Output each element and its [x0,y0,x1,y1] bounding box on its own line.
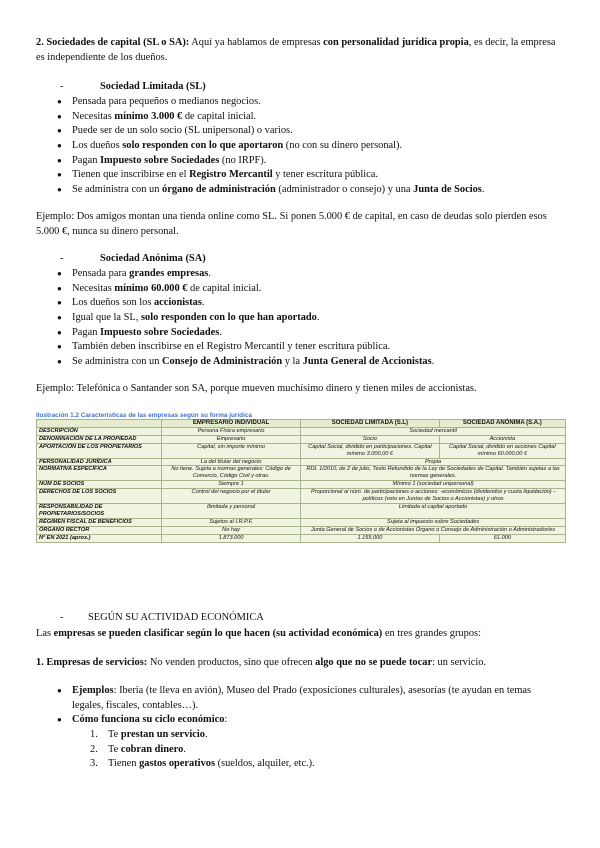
list-item: ● También deben inscribirse en el Registro Mercantil y tener escritura pública. [0,340,560,355]
list-item: ● Necesitas mínimo 3.000 € de capital inicial. [0,110,560,125]
sa-heading: - Sociedad Anónima (SA) [60,253,206,264]
table-row: RESPONSABILIDAD DE PROPIETARIOS/SOCIOS Ilimitada y personal Limitada al capital aportado [37,503,566,518]
sa-example: Ejemplo: Telefónica o Santander son SA, porque mueven muchísimo dinero y tienen miles de accionistas. [36,383,477,394]
list-item: 2. Te cobran dinero. [90,743,186,755]
table-row: DESCRIPCIÓN Persona Física empresario Sociedad mercantil [37,427,566,435]
table-row: DERECHOS DE LOS SOCIOS Control del negocio por el titular Proporcional al núm. de participaciones o acciones: -económicos (dividendos y cuota liquidación) -políticos (voto en Juntas de Socios o Accionistas) y otros [37,489,566,504]
list-item: ● Pensada para pequeños o medianos negocios. [0,95,560,110]
list-item: ● Pagan Impuesto sobre Sociedades. [0,326,560,341]
table-row: NÚM DE SOCIOS Siempre 1 Mínimo 1 (sociedad unipersonal) [37,481,566,489]
list-item: ● Cómo funciona su ciclo económico: [0,713,560,728]
list-item: ● Tienen que inscribirse en el Registro Mercantil y tener escritura pública. [0,168,560,183]
actividad-heading: - SEGÚN SU ACTIVIDAD ECONÓMICA [60,612,264,623]
list-item: ● Pensada para grandes empresas. [0,267,560,282]
sl-list [0,95,560,198]
table-row: Nº EN 2021 (aprox.) 1.873.000 1.155.000 61.000 [37,534,566,542]
ciclo-steps [0,728,560,772]
table-row: APORTACIÓN DE LOS PROPIETARIOS Capital, sin importe mínimo Capital Social, dividido en participaciones. Capital mínimo 3.000,00 € Capital Social, dividido en acciones Capital mínimo 60.000,00 € [37,443,566,458]
list-item: ● Se administra con un Consejo de Administración y la Junta General de Accionistas. [0,355,560,370]
list-item: ● Los dueños son los accionistas. [0,296,560,311]
list-item: 1. Te prestan un servicio. [90,729,208,740]
table-row: DENOMINACIÓN DE LA PROPIEDAD Empresario Socio Accionista [37,435,566,443]
list-item: 3. Tienen gastos operativos (sueldos, alquiler, etc.). [90,758,315,770]
actividad-intro: Las empresas se pueden clasificar según lo que hacen (su actividad económica) en tres grandes grupos: [36,628,481,639]
legal-forms-table [36,419,566,543]
table-header-row: EMPRESARIO INDIVIDUAL SOCIEDAD LIMITADA (S.L) SOCIEDAD ANÓNIMA (S.A.) [37,420,566,428]
sl-example: Ejemplo: Dos amigos montan una tienda online como SL. Si ponen 5.000 € de capital, en caso de deudas solo pierden esos 5.000 €, nunca su dinero personal. [36,211,547,237]
list-item: ● Necesitas mínimo 60.000 € de capital inicial. [0,282,560,297]
sa-list [0,267,560,370]
table-row: NORMATIVA ESPECÍFICA No tiene. Sujeta a normas generales: Código de Comercio, Código Civil y otras. RDL 1/2010, de 2 de julio, Texto Refundido de la Ley de Sociedades de Capital. También sujetas a las normas generales. [37,466,566,481]
list-item: ● Pagan Impuesto sobre Sociedades (no IRPF). [0,154,560,169]
table-row: PERSONALIDAD JURÍDICA La del titular del negocio Propia [37,458,566,466]
section-2-title: 2. Sociedades de capital (SL o SA): [36,37,190,48]
section-2-intro: 2. Sociedades de capital (SL o SA): Aquí ya hablamos de empresas con personalidad jurídica propia, es decir, la empresa es independiente de los dueños. [36,37,556,63]
list-item: ● Ejemplos: Iberia (te lleva en avión), Museo del Prado (exposiciones culturales), asesorías (te ayudan en temas legales, fiscales, contables…). [0,684,562,713]
list-item: ● Igual que la SL, solo responden con lo que han aportado. [0,311,560,326]
table-row: ÓRGANO RECTOR No hay Junta General de Socios o de Accionistas Órgano o Consejo de Administración o Administrador/es [37,526,566,534]
table-caption: Ilustración 1.2 Características de las empresas según su forma jurídica [36,412,252,419]
servicios-list [0,684,560,728]
list-item: ● Los dueños solo responden con lo que aportaron (no con su dinero personal). [0,139,560,154]
sl-heading: - Sociedad Limitada (SL) [60,81,206,92]
table-row: RÉGIMEN FISCAL DE BENEFICIOS Sujetos al I.R.P.F. Sujeta al impuesto sobre Sociedades [37,518,566,526]
list-item: ● Se administra con un órgano de administración (administrador o consejo) y una Junta de Socios. [0,183,560,198]
servicios-heading: 1. Empresas de servicios: No venden productos, sino que ofrecen algo que no se puede tocar: un servicio. [36,657,487,668]
list-item: ● Puede ser de un solo socio (SL unipersonal) o varios. [0,124,560,139]
